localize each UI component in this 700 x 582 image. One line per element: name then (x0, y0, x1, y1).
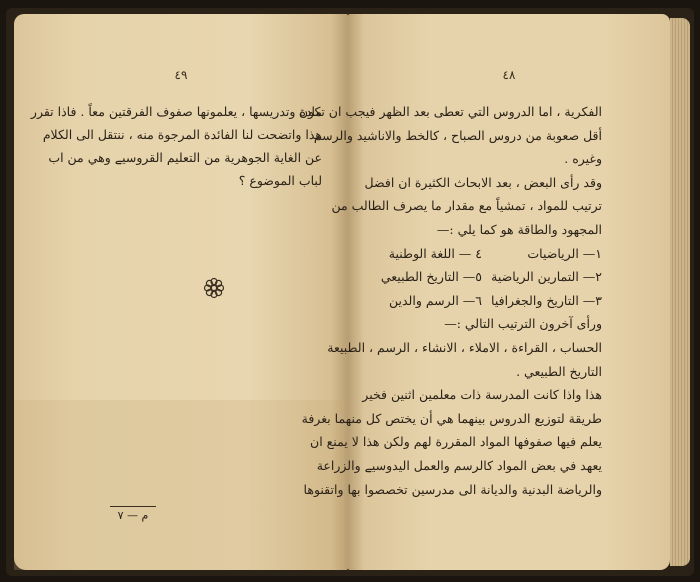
signature-mark: م — ٧ (110, 506, 156, 522)
text-line: التاريخ الطبيعي . (516, 363, 602, 379)
left-page (14, 14, 348, 570)
text-line: مادة وتدريسها ، يعلمونها صفوف الفرقتين معاً . فاذا تقرر (30, 104, 322, 119)
text-line: ورأى آخرون الترتيب التالي :— (444, 316, 602, 332)
text-line: الفكرية ، اما الدروس التي تعطى بعد الظهر فيجب ان تكون (298, 104, 602, 119)
page-stain (14, 400, 344, 570)
list-item: ٥— التاريخ الطبيعي (380, 269, 482, 285)
subject-list-row (366, 265, 602, 289)
page-number: ٤٩ (174, 68, 188, 82)
subject-list-row (366, 242, 602, 266)
open-book (6, 8, 694, 576)
body-text (30, 100, 322, 192)
list-item: ١— الرياضيات (527, 245, 602, 261)
text-line: يعهد في بعض المواد كالرسم والعمل اليدوسيے والزراعة (316, 457, 602, 473)
subject-list-row (366, 289, 602, 313)
text-line: أقل صعوبة من دروس الصباح ، كالخط والاناشيد والرسم (313, 127, 602, 143)
text-line: لباب الموضوع ؟ (238, 173, 322, 188)
text-line: وقد رأى البعض ، بعد الابحاث الكثيرة ان افضل (364, 174, 602, 190)
body-text (298, 100, 602, 501)
list-item: ٤ — اللغة الوطنية (388, 245, 482, 261)
text-line: يعلم فيها صفوفها المواد المقررة لهم ولكن هذا لا يمنع ان (310, 434, 602, 450)
text-line: المجهود والطاقة هو كما يلي :— (436, 221, 602, 237)
page-edges (670, 18, 690, 566)
text-line: والرياضة البدنية والديانة الى مدرسين تخصصوا بها واتقنوها (303, 481, 602, 497)
list-item: ٦— الرسم والدين (388, 292, 482, 308)
text-line: وغيره . (564, 151, 602, 167)
text-line: هذا واذا كانت المدرسة ذات معلمين اثنين فخير (362, 387, 602, 403)
text-line: عن الغاية الجوهرية من التعليم القروسيے وهي من اب (48, 150, 322, 165)
text-line: طريقة لتوزيع الدروس بينهما هي أن يختص كل منهما بغرفة (301, 410, 602, 426)
right-page (298, 14, 670, 570)
page-number: ٤٨ (502, 68, 516, 82)
text-line: ترتيب للمواد ، تمشياً مع مقدار ما يصرف الطالب من (331, 198, 602, 214)
text-line: الحساب ، القراءة ، الاملاء ، الانشاء ، الرسم ، الطبيعة (327, 339, 602, 355)
list-item: ٣— التاريخ والجغرافيا (491, 292, 602, 308)
flower-ornament-icon (202, 276, 226, 300)
list-item: ٢— التمارين الرياضية (491, 269, 602, 285)
text-line: هذا واتضحت لنا الفائدة المرجوة منه ، ننتقل الى الكلام (42, 127, 322, 142)
